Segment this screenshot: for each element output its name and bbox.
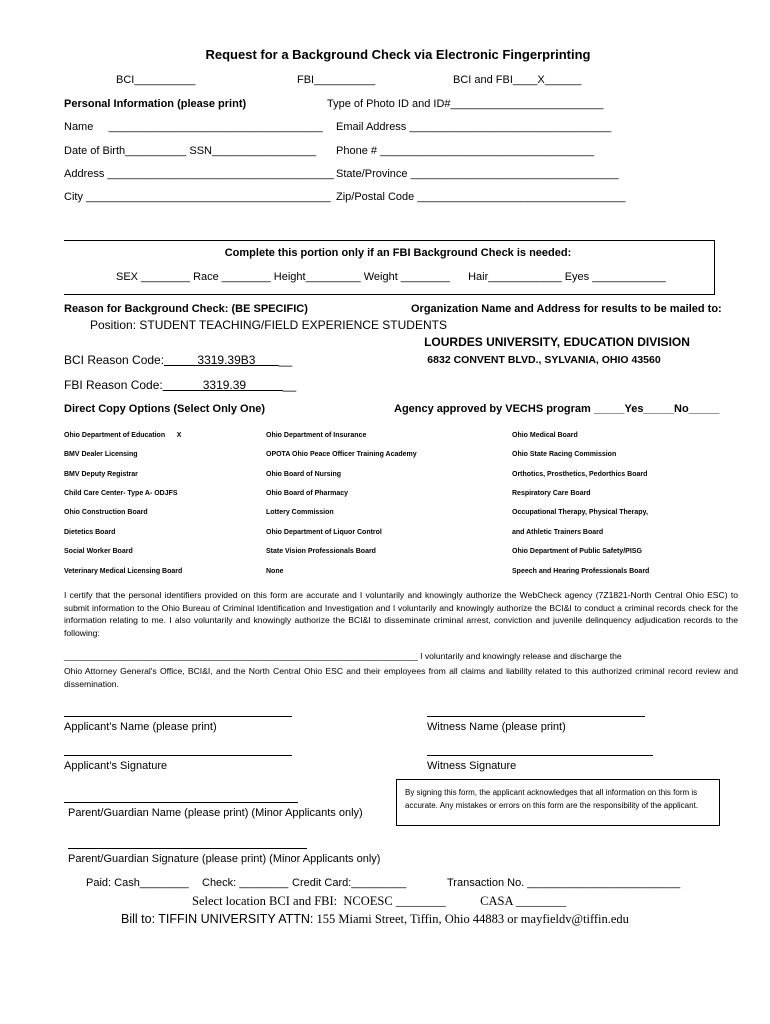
reason-heading: Reason for Background Check: (BE SPECIFIC) bbox=[64, 303, 308, 315]
bill-to-label: Bill to: TIFFIN UNIVERSITY ATTN: bbox=[121, 912, 314, 926]
copy-option[interactable]: BMV Dealer Licensing bbox=[64, 451, 138, 458]
copy-option[interactable]: None bbox=[266, 568, 284, 575]
copy-option[interactable]: Ohio Department of Education X bbox=[64, 432, 182, 439]
fbi-section-heading: Complete this portion only if an FBI Background Check is needed: bbox=[224, 247, 572, 259]
applicant-name-line[interactable] bbox=[64, 716, 292, 717]
fbi-option[interactable]: FBI__________ bbox=[297, 74, 376, 86]
copy-option[interactable]: Lottery Commission bbox=[266, 509, 334, 516]
copy-option[interactable]: Respiratory Care Board bbox=[512, 490, 591, 497]
acknowledgement-box: By signing this form, the applicant acknowledges that all information on this form is accurate. Any mistakes or errors on this form are the responsibility of the applicant. bbox=[396, 779, 720, 826]
copy-option[interactable]: Ohio State Racing Commission bbox=[512, 451, 617, 458]
certification-text: I certify that the personal identifiers provided on this form are accurate and I voluntarily and knowingly authorize the WebCheck agency (7Z1821-North Central Ohio ESC) to submit information to the Ohio Bureau of Criminal Identification and Investigation and I voluntarily and knowingly authorize the BCI&I to conduct a criminal records check for the information relating to me. I also voluntarily and knowingly authorize the BCI&I to disseminate criminal arrest, conviction and juvenile delinquency adjudication records to the following: bbox=[64, 590, 738, 638]
state-field[interactable]: State/Province __________________________________ bbox=[336, 168, 619, 180]
page-title: Request for a Background Check via Electronic Fingerprinting bbox=[205, 47, 591, 62]
applicant-signature-line[interactable] bbox=[64, 755, 292, 756]
copy-option[interactable]: Veterinary Medical Licensing Board bbox=[64, 568, 183, 575]
witness-name-line[interactable] bbox=[427, 716, 645, 717]
dob-ssn-field[interactable]: Date of Birth__________ SSN_________________ bbox=[64, 145, 316, 157]
photo-id-field[interactable]: Type of Photo ID and ID#_________________________ bbox=[327, 98, 604, 110]
guardian-name-label: Parent/Guardian Name (please print) (Minor Applicants only) bbox=[68, 807, 363, 819]
copy-option[interactable]: Ohio Board of Nursing bbox=[266, 471, 342, 478]
copy-option[interactable]: Speech and Hearing Professionals Board bbox=[512, 568, 650, 575]
email-field[interactable]: Email Address _________________________________ bbox=[336, 121, 612, 133]
applicant-name-label: Applicant’s Name (please print) bbox=[64, 721, 217, 733]
personal-info-heading: Personal Information (please print) bbox=[64, 98, 247, 110]
copy-option[interactable]: State Vision Professionals Board bbox=[266, 548, 376, 555]
transaction-field[interactable]: Transaction No. _________________________ bbox=[447, 877, 681, 889]
direct-copy-heading: Direct Copy Options (Select Only One) bbox=[64, 403, 266, 415]
copy-option[interactable]: Social Worker Board bbox=[64, 548, 133, 555]
witness-signature-line[interactable] bbox=[427, 755, 653, 756]
copy-option[interactable]: Ohio Department of Insurance bbox=[266, 432, 367, 439]
copy-option[interactable]: Ohio Board of Pharmacy bbox=[266, 490, 349, 497]
phone-field[interactable]: Phone # ___________________________________ bbox=[336, 145, 595, 157]
guardian-name-line[interactable] bbox=[64, 802, 298, 803]
copy-option[interactable]: Orthotics, Prosthetics, Pedorthics Board bbox=[512, 471, 648, 478]
address-field[interactable]: Address _____________________________________ bbox=[64, 168, 334, 180]
position-text: Position: STUDENT TEACHING/FIELD EXPERIENCE STUDENTS bbox=[90, 318, 447, 332]
copy-option[interactable]: and Athletic Trainers Board bbox=[512, 529, 604, 536]
bill-to-address: 155 Miami Street, Tiffin, Ohio 44883 or mayfieldv@tiffin.edu bbox=[313, 912, 629, 926]
copy-option[interactable]: Ohio Department of Public Safety/PISG bbox=[512, 548, 642, 555]
bci-and-fbi-option[interactable]: BCI and FBI____X______ bbox=[453, 74, 582, 86]
guardian-signature-label: Parent/Guardian Signature (please print) (Minor Applicants only) bbox=[68, 853, 381, 865]
copy-option[interactable]: Dietetics Board bbox=[64, 529, 116, 536]
fbi-reason-code[interactable] bbox=[64, 379, 296, 391]
copy-option[interactable]: Child Care Center- Type A- ODJFS bbox=[64, 490, 178, 497]
org-name: LOURDES UNIVERSITY, EDUCATION DIVISION bbox=[424, 335, 690, 349]
paid-cash-field[interactable]: Paid: Cash________ bbox=[86, 877, 189, 889]
bci-option[interactable]: BCI__________ bbox=[116, 74, 196, 86]
witness-name-label: Witness Name (please print) bbox=[427, 721, 566, 733]
check-field[interactable]: Check: ________ bbox=[202, 877, 289, 889]
fbi-reason-tail: __ bbox=[282, 378, 297, 392]
name-field[interactable]: Name ___________________________________ bbox=[64, 121, 323, 133]
copy-option[interactable]: BMV Deputy Registrar bbox=[64, 471, 138, 478]
copy-option[interactable]: Occupational Therapy, Physical Therapy, bbox=[512, 509, 648, 516]
copy-option[interactable]: Ohio Medical Board bbox=[512, 432, 578, 439]
bill-to bbox=[121, 913, 629, 926]
release-line[interactable]: __________________________________________________________________________ I voluntarily and knowingly release and discharge the bbox=[64, 651, 622, 661]
org-address: 6832 CONVENT BLVD., SYLVANIA, OHIO 43560 bbox=[427, 354, 661, 366]
bci-reason-code[interactable] bbox=[64, 354, 292, 366]
applicant-signature-label: Applicant’s Signature bbox=[64, 760, 168, 772]
credit-card-field[interactable]: Credit Card:_________ bbox=[292, 877, 407, 889]
vechs-field[interactable]: Agency approved by VECHS program _____Yes_____No_____ bbox=[394, 403, 720, 415]
release-text: Ohio Attorney General's Office, BCI&I, and the North Central Ohio ESC and their employees from all claims and liability related to this authorized criminal record review and dissemination. bbox=[64, 666, 738, 689]
bci-reason-value: 3319.39B3 bbox=[164, 353, 279, 367]
guardian-signature-line[interactable] bbox=[68, 848, 307, 849]
zip-field[interactable]: Zip/Postal Code __________________________________ bbox=[336, 191, 626, 203]
fbi-physical-fields[interactable]: SEX ________ Race ________ Height_________ Weight ________ Hair____________ Eyes ____________ bbox=[116, 271, 666, 283]
fbi-reason-label: FBI Reason Code: bbox=[64, 378, 163, 392]
city-field[interactable]: City ________________________________________ bbox=[64, 191, 331, 203]
location-select[interactable]: Select location BCI and FBI: NCOESC ________ CASA ________ bbox=[192, 894, 566, 908]
fbi-reason-value: 3319.39 bbox=[162, 378, 283, 392]
bci-reason-tail: __ bbox=[278, 353, 293, 367]
org-heading: Organization Name and Address for results to be mailed to: bbox=[411, 303, 722, 315]
bci-reason-label: BCI Reason Code: bbox=[64, 353, 165, 367]
copy-option[interactable]: Ohio Department of Liquor Control bbox=[266, 529, 382, 536]
copy-option[interactable]: Ohio Construction Board bbox=[64, 509, 148, 516]
copy-option[interactable]: OPOTA Ohio Peace Officer Training Academy bbox=[266, 451, 417, 458]
witness-signature-label: Witness Signature bbox=[427, 760, 517, 772]
